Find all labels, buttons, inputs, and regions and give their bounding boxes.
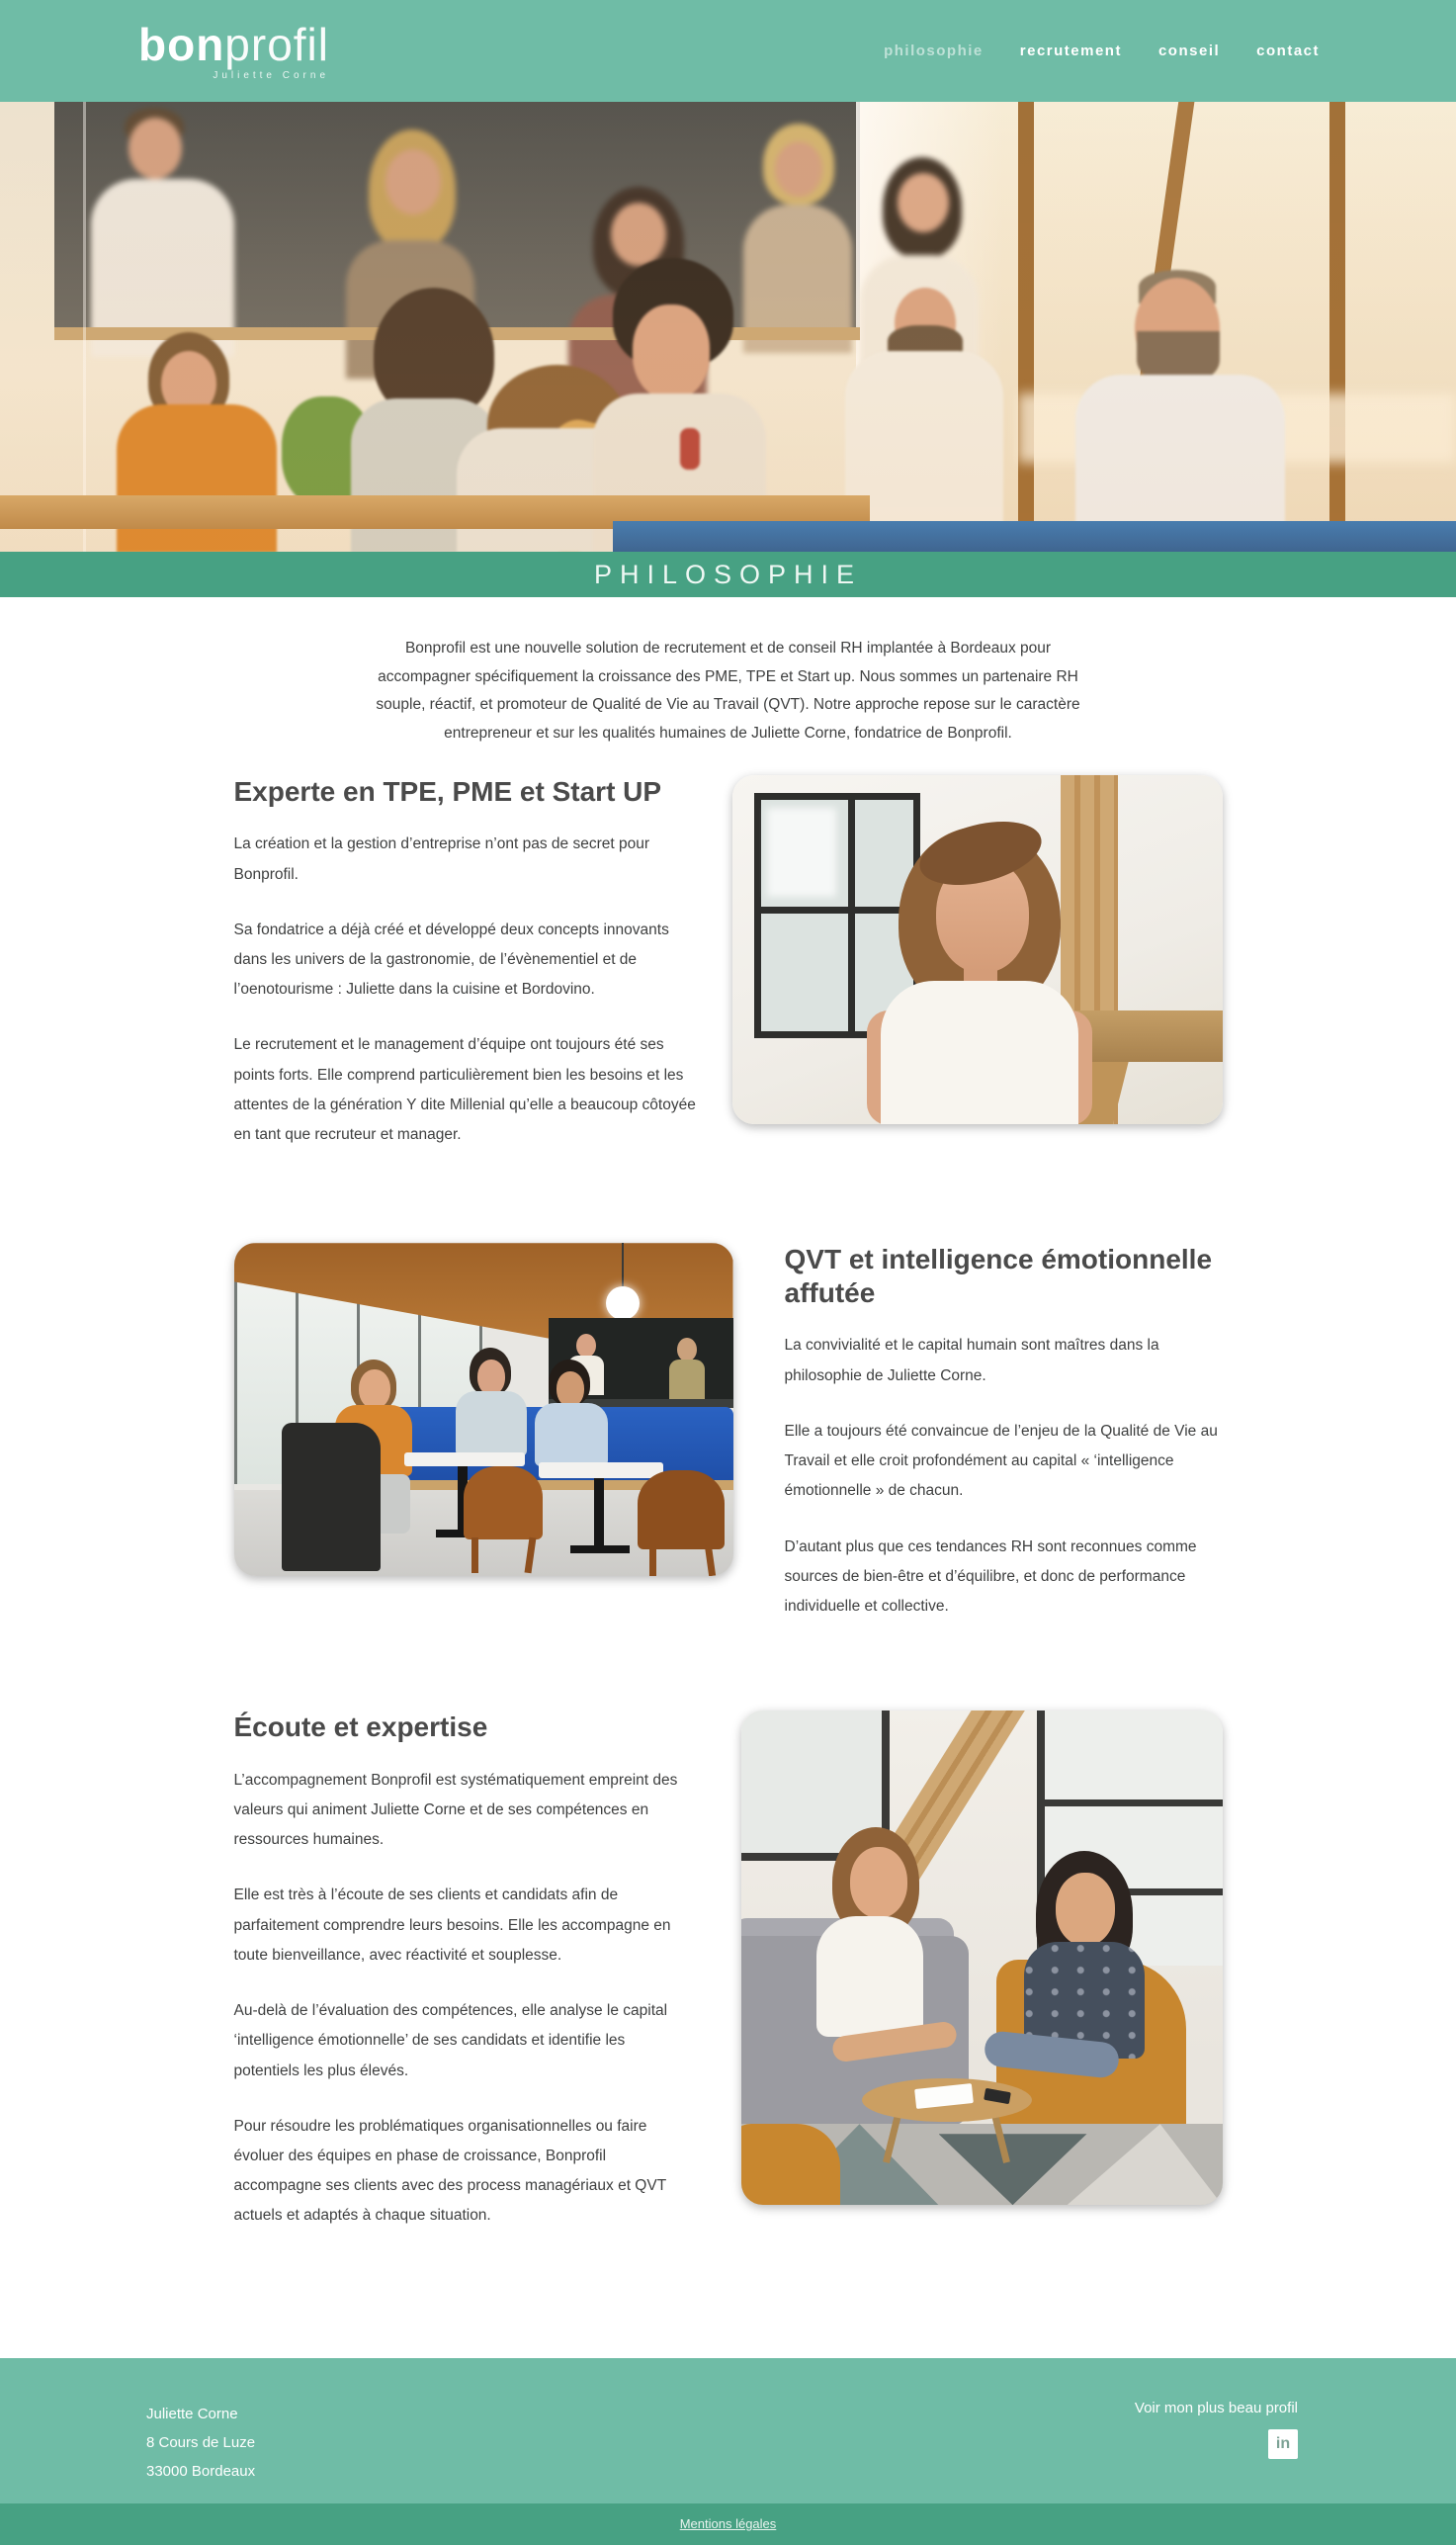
paragraph: L’accompagnement Bonprofil est systématiquement empreint des valeurs qui animent Juliette Corne et de ses compétences en ressources humaines. [233, 1771, 678, 1849]
section-qvt-text [785, 1243, 1223, 1622]
person-top [535, 1403, 608, 1466]
rug-triangle [939, 2134, 1087, 2205]
footer-city: 33000 Bordeaux [146, 2463, 256, 2481]
main-nav [884, 43, 1320, 59]
intro-paragraph: Bonprofil est une nouvelle solution de recrutement et de conseil RH implantée à Bordeaux pour accompagner spécifiquement la croissance des PME, TPE et Start up. Nous sommes un partenaire RH souple, réactif, et promoteur de Qualité de Vie au Travail (QVT). Notre approche repose sur le caractère entrepreneur et sur les qualités humaines de Juliette Corne, fondatrice de Bonprofil. [376, 640, 1080, 743]
section-qvt-heading: QVT et intelligence émotionnelle affutée [784, 1244, 1213, 1308]
window-mullion [848, 800, 855, 1031]
wood-chair [638, 1470, 725, 1549]
ochre-pouf [741, 2124, 840, 2205]
person-top [881, 981, 1078, 1124]
window-mullion [1045, 1799, 1223, 1806]
paragraph: Elle a toujours été convaincue de l’enjeu de la Qualité de Vie au Travail et elle croit profondément au capital « ‘intelligence émotionnelle » de chacun. [784, 1422, 1218, 1500]
section-ecoute [234, 1711, 1223, 2231]
hero-window-bar [1329, 102, 1345, 552]
nav-contact[interactable]: contact [1256, 43, 1320, 59]
chair-leg [649, 1545, 656, 1576]
logo-light: profil [224, 18, 330, 70]
paragraph: Elle est très à l’écoute de ses clients et candidats afin de parfaitement comprendre leurs besoins. Elle les accompagne en toute bienveillance, avec réactivité et souplesse. [233, 1887, 671, 1964]
rug-triangle [1068, 2124, 1223, 2205]
black-chair [282, 1423, 381, 1571]
table [539, 1462, 663, 1478]
window-mullion [761, 907, 913, 914]
footer-street: 8 Cours de Luze [146, 2433, 256, 2451]
linkedin-icon[interactable]: in [1268, 2429, 1298, 2459]
hero-blue-sofa [613, 521, 1456, 552]
lamp-cord [622, 1243, 624, 1290]
hero-counter [0, 495, 870, 529]
hero-curtain [856, 102, 1004, 552]
chair-leg [471, 1537, 478, 1573]
hero-cabinet [54, 102, 860, 334]
person-top [456, 1391, 527, 1456]
paragraph: D’autant plus que ces tendances RH sont reconnues comme sources de bien-être et d’équilibre, et donc de performance individuelle et collective. [784, 1537, 1197, 1615]
section-experte-heading: Experte en TPE, PME et Start UP [233, 775, 662, 807]
hero-photo [0, 102, 1456, 552]
linkedin-profile-link[interactable]: Voir mon plus beau profil [1134, 2399, 1298, 2416]
table-base [570, 1545, 630, 1553]
person-head [677, 1338, 697, 1361]
nav-recrutement[interactable]: recrutement [1019, 43, 1122, 59]
paragraph: La convivialité et le capital humain sont maîtres dans la philosophie de Juliette Corne. [784, 1337, 1159, 1384]
section-ecoute-text [234, 1711, 689, 2231]
footer-address [146, 2400, 255, 2503]
main-content [0, 635, 1456, 2358]
section-ecoute-heading: Écoute et expertise [233, 1711, 488, 1743]
section-qvt [234, 1243, 1223, 1622]
page-title-banner [0, 552, 1456, 597]
wood-chair [464, 1466, 543, 1539]
meeting-photo [741, 1711, 1223, 2205]
footer-name: Juliette Corne [146, 2405, 238, 2422]
legal-bar [0, 2503, 1456, 2545]
site-header [0, 0, 1456, 102]
hero-window-light [1018, 394, 1456, 463]
hero-window-wall [860, 102, 1456, 552]
nav-conseil[interactable]: conseil [1157, 43, 1221, 59]
hero-mirror-edge [83, 102, 86, 552]
mentions-legales-link[interactable]: Mentions légales [679, 2516, 777, 2532]
logo-bold: bon [138, 18, 225, 70]
table-leg [594, 1478, 604, 1547]
hero-window-bar [1112, 102, 1196, 552]
paragraph: Le recrutement et le management d’équipe ont toujours été ses points forts. Elle comprend particulièrement bien les besoins et les attentes de la génération Y dite Millenial qu’elle a beaucoup côtoyée en tant que recruteur et manager. [233, 1036, 696, 1144]
paragraph: Sa fondatrice a déjà créé et développé deux concepts innovants dans les univers de la gastronomie, de l’évènementiel et de l’oenotourisme : Juliette dans la cuisine et Bordovino. [233, 921, 669, 999]
footer-social [1135, 2400, 1298, 2503]
person-head [576, 1334, 596, 1358]
site-footer [0, 2358, 1456, 2503]
page-title: PHILOSOPHIE [593, 559, 863, 589]
person-top [816, 1916, 923, 2037]
person-head [477, 1360, 505, 1395]
hero-shelf [54, 327, 860, 340]
section-experte-text [234, 775, 702, 1151]
section-experte [234, 775, 1223, 1151]
window-reflection [767, 808, 836, 897]
person-head [557, 1371, 584, 1407]
person-head [850, 1847, 907, 1918]
paragraph: La création et la gestion d’entreprise n’ont pas de secret pour Bonprofil. [233, 835, 649, 883]
nav-philosophie[interactable]: philosophie [884, 43, 984, 59]
logo[interactable] [138, 18, 330, 81]
hero-window-bar [1018, 102, 1034, 552]
lamp [606, 1286, 640, 1320]
person-head [359, 1369, 390, 1409]
portrait-photo-juliette [732, 775, 1223, 1124]
paragraph: Pour résoudre les problématiques organisationnelles ou faire évoluer des équipes en phase de croissance, Bonprofil accompagne ses clients avec des process managériaux et QVT actuels et adaptés à chaque situation. [233, 2117, 666, 2225]
person-head [1056, 1873, 1115, 1946]
cafe-photo [234, 1243, 733, 1576]
table [404, 1452, 525, 1466]
person-body [669, 1360, 705, 1399]
logo-subtitle: Juliette Corne [213, 69, 330, 81]
paragraph: Au-delà de l’évaluation des compétences, elle analyse le capital ‘intelligence émotionnelle’ de ses candidats et identifie les potentiels les plus élevés. [233, 2002, 668, 2079]
